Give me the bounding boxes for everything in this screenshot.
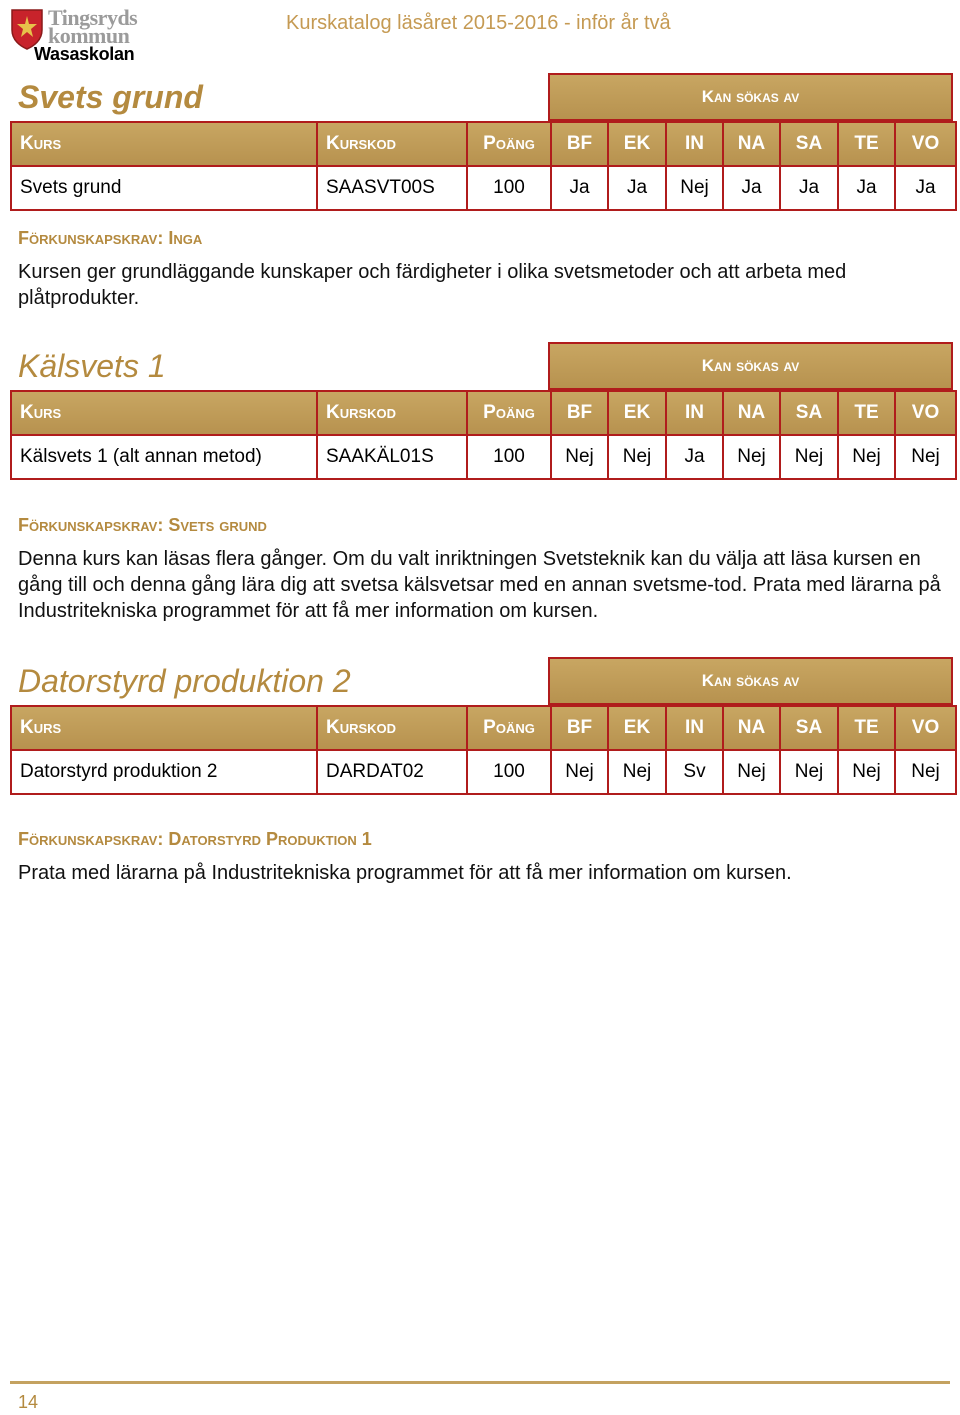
cell-te: Nej (838, 750, 895, 794)
footer-divider (10, 1381, 950, 1384)
table-header-row (11, 706, 956, 750)
col-header-bf: BF (551, 122, 608, 166)
col-header-in: IN (666, 122, 723, 166)
course-title: Kälsvets 1 (18, 348, 166, 384)
course-description: Kursen ger grundläggande kunskaper och färdigheter i olika svetsmetoder och att arbeta med plåtprodukter. (18, 261, 847, 309)
cell-poang: 100 (467, 435, 551, 479)
kan-sokas-av-header: Kan sökas av (548, 73, 953, 121)
col-header-poang: Poäng (467, 122, 551, 166)
cell-sa: Ja (780, 166, 838, 210)
col-header-kurs: Kurs (11, 706, 317, 750)
prerequisite-label: Förkunskapskrav: Datorstyrd Produktion 1 (18, 829, 372, 849)
course-title: Svets grund (18, 79, 203, 115)
cell-kurskod: SAASVT00S (317, 166, 467, 210)
col-header-ek: EK (608, 391, 666, 435)
col-header-kurs: Kurs (11, 391, 317, 435)
table-row (11, 166, 956, 210)
col-header-kurskod: Kurskod (317, 706, 467, 750)
course-section-datorstyrd-produktion-2 (10, 657, 955, 897)
cell-ek: Ja (608, 166, 666, 210)
col-header-sa: SA (780, 706, 838, 750)
col-header-poang: Poäng (467, 391, 551, 435)
col-header-poang: Poäng (467, 706, 551, 750)
col-header-te: TE (838, 122, 895, 166)
course-table (10, 390, 957, 480)
cell-vo: Ja (895, 166, 956, 210)
course-title: Datorstyrd produktion 2 (18, 663, 351, 699)
col-header-kurskod: Kurskod (317, 122, 467, 166)
cell-te: Nej (838, 435, 895, 479)
cell-poang: 100 (467, 166, 551, 210)
col-header-in: IN (666, 391, 723, 435)
course-description: Denna kurs kan läsas flera gånger. Om du valt inriktningen Svetsteknik kan du välja att läsa kursen en gång till och denna gång lära dig att svetsa kälsvetsar med en annan svetsme-tod. Prata med lärarna på Industritekniska programmet för att få mer information om kursen. (18, 548, 941, 622)
cell-kurs: Kälsvets 1 (alt annan metod) (11, 435, 317, 479)
course-table (10, 121, 957, 211)
cell-na: Nej (723, 750, 780, 794)
table-header-row (11, 122, 956, 166)
course-description: Prata med lärarna på Industritekniska programmet för att få mer information om kursen. (18, 862, 792, 884)
cell-sa: Nej (780, 750, 838, 794)
col-header-bf: BF (551, 391, 608, 435)
logo-text-tingsryds: Tingsryds (48, 5, 138, 30)
col-header-na: NA (723, 122, 780, 166)
cell-kurskod: SAAKÄL01S (317, 435, 467, 479)
col-header-in: IN (666, 706, 723, 750)
page-header (0, 0, 960, 70)
cell-te: Ja (838, 166, 895, 210)
cell-na: Nej (723, 435, 780, 479)
cell-kurskod: DARDAT02 (317, 750, 467, 794)
logo-text-wasaskolan: Wasaskolan (34, 44, 135, 64)
table-header-row (11, 391, 956, 435)
cell-in: Sv (666, 750, 723, 794)
cell-vo: Nej (895, 435, 956, 479)
cell-bf: Nej (551, 750, 608, 794)
col-header-sa: SA (780, 391, 838, 435)
cell-na: Ja (723, 166, 780, 210)
tingsryd-logo (8, 6, 148, 64)
col-header-vo: VO (895, 706, 956, 750)
table-row (11, 435, 956, 479)
col-header-kurskod: Kurskod (317, 391, 467, 435)
col-header-sa: SA (780, 122, 838, 166)
col-header-vo: VO (895, 391, 956, 435)
table-row (11, 750, 956, 794)
cell-in: Nej (666, 166, 723, 210)
cell-bf: Ja (551, 166, 608, 210)
cell-ek: Nej (608, 435, 666, 479)
col-header-na: NA (723, 706, 780, 750)
col-header-te: TE (838, 391, 895, 435)
col-header-kurs: Kurs (11, 122, 317, 166)
col-header-bf: BF (551, 706, 608, 750)
cell-poang: 100 (467, 750, 551, 794)
cell-sa: Nej (780, 435, 838, 479)
prerequisite-label: Förkunskapskrav: Inga (18, 228, 203, 248)
col-header-te: TE (838, 706, 895, 750)
cell-vo: Nej (895, 750, 956, 794)
logo-text-kommun: kommun (48, 23, 130, 48)
cell-in: Ja (666, 435, 723, 479)
course-section-kalsvets-1 (10, 342, 955, 632)
cell-kurs: Datorstyrd produktion 2 (11, 750, 317, 794)
kan-sokas-av-header: Kan sökas av (548, 342, 953, 390)
cell-kurs: Svets grund (11, 166, 317, 210)
col-header-ek: EK (608, 706, 666, 750)
document-title: Kurskatalog läsåret 2015-2016 - inför år två (286, 12, 671, 34)
kan-sokas-av-header: Kan sökas av (548, 657, 953, 705)
col-header-na: NA (723, 391, 780, 435)
page-number: 14 (18, 1392, 39, 1412)
cell-ek: Nej (608, 750, 666, 794)
course-section-svets-grund (10, 73, 955, 313)
cell-bf: Nej (551, 435, 608, 479)
col-header-vo: VO (895, 122, 956, 166)
prerequisite-label: Förkunskapskrav: Svets grund (18, 515, 267, 535)
col-header-ek: EK (608, 122, 666, 166)
course-table (10, 705, 957, 795)
